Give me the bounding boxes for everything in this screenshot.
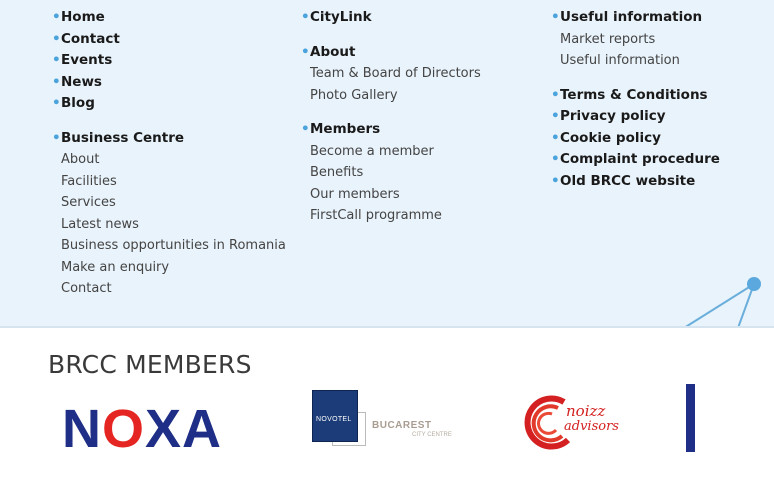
footer-link-cookie[interactable]: • Cookie policy (551, 128, 720, 150)
footer-sublink-market-reports[interactable]: Market reports (560, 31, 656, 47)
footer-column-1 (52, 7, 286, 313)
noxa-letter-o: O (102, 399, 146, 459)
footer-column-2 (301, 7, 481, 240)
network-decoration-icon (670, 270, 774, 328)
footer-sublink-services[interactable]: Services (61, 195, 116, 210)
footer-sublink-facilities[interactable]: Facilities (61, 173, 117, 189)
footer-sublink-make-enquiry[interactable]: Make an enquiry (61, 259, 170, 275)
noxa-letter-n: N (62, 399, 102, 459)
noxa-logo-text (62, 399, 222, 459)
footer-link-business-centre[interactable]: • Business Centre (52, 128, 286, 150)
footer-sublink-contact[interactable]: Contact (61, 281, 112, 296)
novotel-location-text: BUCAREST (372, 420, 432, 431)
advisors-text: advisors (564, 419, 619, 434)
footer-link-terms[interactable]: • Terms & Conditions (551, 85, 720, 107)
legal-links-group (551, 85, 720, 193)
footer-sublink-useful-information[interactable]: Useful information (560, 53, 680, 68)
footer-link-blog[interactable]: • Blog (52, 93, 286, 115)
citylink-group (301, 7, 481, 29)
footer-sublink-latest-news[interactable]: Latest news (61, 216, 139, 232)
footer-sublink-about[interactable]: About (61, 152, 100, 167)
footer-link-home[interactable]: • Home (52, 7, 286, 29)
footer-link-useful-information[interactable]: • Useful information (551, 7, 720, 29)
members-title: BRCC MEMBERS (48, 350, 252, 379)
top-links-group (52, 7, 286, 115)
members-section (0, 328, 774, 480)
footer-sublink-benefits[interactable]: Benefits (310, 165, 364, 180)
members-group (301, 119, 481, 227)
footer-sublink-photo-gallery[interactable]: Photo Gallery (310, 87, 398, 103)
footer-link-news[interactable]: • News (52, 72, 286, 94)
partial-logo-bar[interactable] (686, 384, 695, 452)
footer-link-complaint[interactable]: • Complaint procedure (551, 149, 720, 171)
footer-link-about[interactable]: • About (301, 42, 481, 64)
about-group (301, 42, 481, 107)
noxa-letter-xa: XA (145, 399, 223, 459)
noizz-text: noizz (566, 402, 606, 420)
footer-link-contact[interactable]: • Contact (52, 29, 286, 51)
useful-info-group (551, 7, 720, 72)
business-centre-group (52, 128, 286, 300)
noizz-advisors-logo[interactable] (524, 394, 624, 454)
footer-sublink-business-opportunities[interactable]: Business opportunities in Romania (61, 238, 286, 253)
novotel-logo[interactable] (312, 390, 452, 450)
novotel-brand-text: NOVOTEL (316, 416, 352, 423)
footer-link-privacy[interactable]: • Privacy policy (551, 106, 720, 128)
footer-sublink-our-members[interactable]: Our members (310, 186, 400, 202)
footer-sublink-become-member[interactable]: Become a member (310, 143, 434, 159)
footer-sublink-firstcall[interactable]: FirstCall programme (310, 208, 442, 223)
footer-link-events[interactable]: • Events (52, 50, 286, 72)
footer-link-citylink[interactable]: • CityLink (301, 7, 481, 29)
footer-column-3 (551, 7, 720, 205)
footer-sublink-team-board[interactable]: Team & Board of Directors (310, 66, 481, 81)
footer-link-members[interactable]: • Members (301, 119, 481, 141)
footer-link-old-website[interactable]: • Old BRCC website (551, 171, 720, 193)
novotel-subtitle-text: CITY CENTRE (412, 432, 452, 438)
noxa-logo[interactable] (62, 398, 222, 460)
novotel-badge (312, 390, 358, 442)
